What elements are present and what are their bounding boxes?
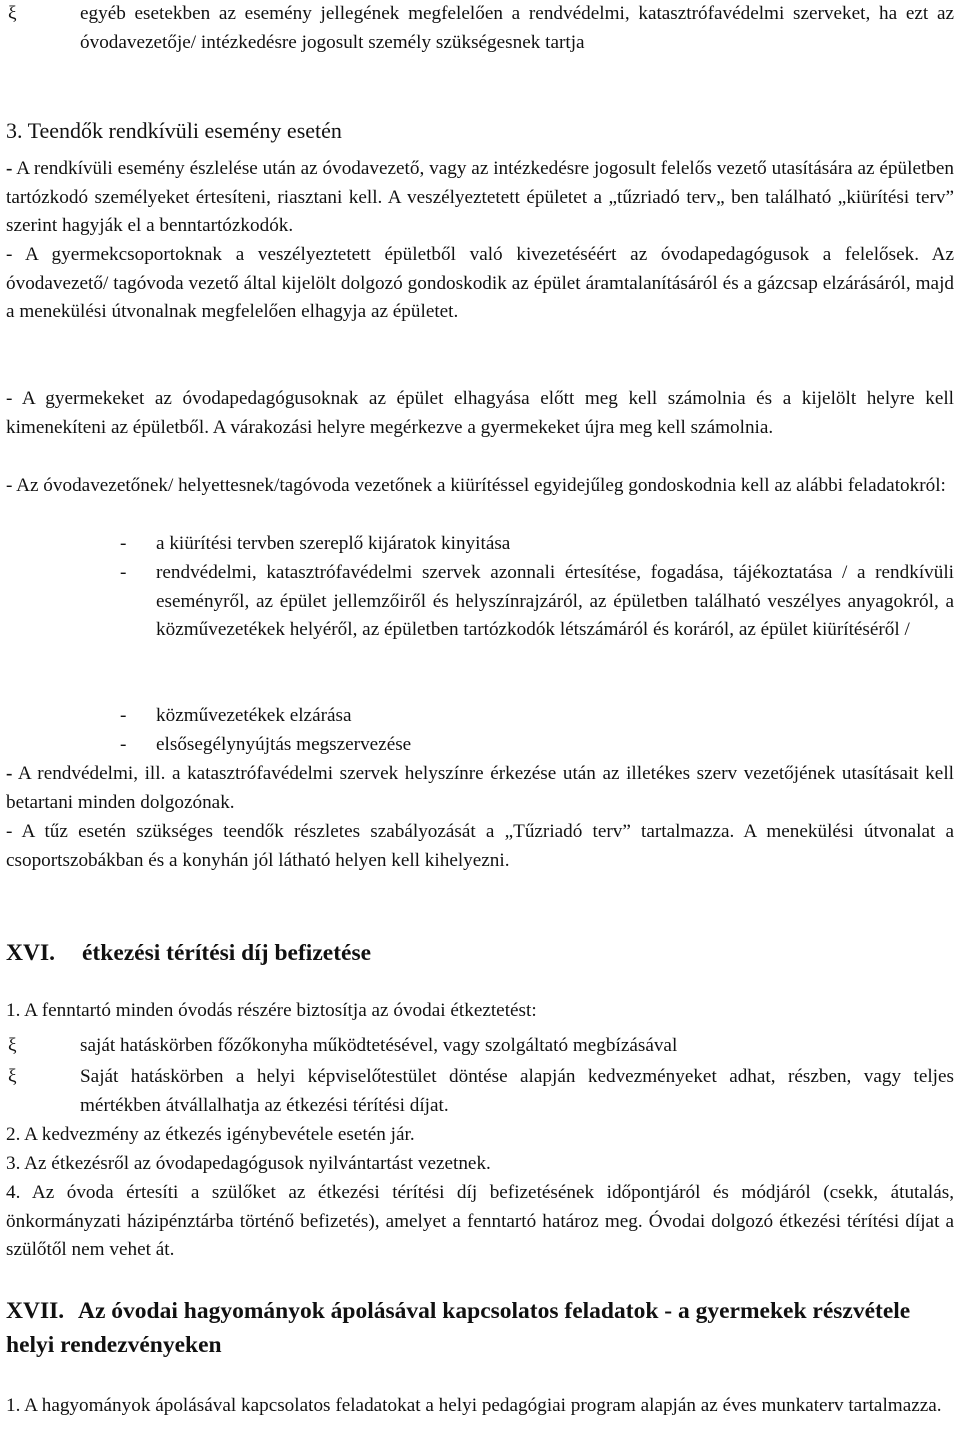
meal-bullet: [8, 1063, 954, 1120]
section-number: XVII.: [6, 1298, 65, 1324]
paragraph-dash: -: [6, 763, 13, 784]
meal-bullet-text: Saját hatáskörben a helyi képviselőtestület döntése alapján kedvezményeket adhat, részben, vagy teljes mértékben átvállalhatja az étkezési térítési díjat.: [80, 1066, 954, 1116]
task-dash: -: [120, 705, 127, 726]
section-3-paragraph-1: [6, 155, 954, 241]
section-16-paragraph-3: 3. Az étkezésről az óvodapedagógusok nyilvántartást vezetnek.: [6, 1153, 491, 1174]
section-title: étkezési térítési díj befizetése: [82, 940, 372, 966]
bullet-symbol: ξ: [8, 1066, 17, 1087]
paragraph-dash: -: [6, 158, 13, 179]
task-item: [120, 559, 954, 645]
paragraph-text: A rendkívüli esemény észlelése után az óvodavezető, vagy az intézkedésre jogosult felelős vezető utasítására az épületben tartózkodó személyeket értesíteni, riasztani kell. A veszélyeztetett épületet a „tűzriadó terv„ ben található „kiürítési terv” szerint hagyják el a benntartózkodók.: [6, 158, 954, 237]
section-3-paragraph-3: - A gyermekeket az óvodapedagógusoknak az épület elhagyása előtt meg kell számolnia és a kijelölt helyre kell kimenekíteni az épületből. A várakozási helyre megérkezve a gyermekeket újra meg kell számolnia.: [6, 388, 954, 438]
section-title: Az óvodai hagyományok ápolásával kapcsolatos feladatok - a gyermekek részvétele helyi rendezvényeken: [6, 1298, 911, 1358]
meal-bullet: [8, 1032, 954, 1061]
section-3-paragraph-2: - A gyermekcsoportoknak a veszélyeztetett épületből való kivezetéséért az óvodapedagógusok a felelősek. Az óvodavezető/ tagóvoda vezető által kijelölt dolgozó gondoskodik az épület áramtalanításáról és a gázcsap elzárásáról, majd a menekülési útvonalnak megfelelően elhagyja az épületet.: [6, 244, 954, 323]
section-17-heading: [6, 1294, 954, 1362]
bullet-symbol: ξ: [8, 3, 17, 24]
section-number: XVI.: [6, 940, 55, 966]
section-16-paragraph-1: 1. A fenntartó minden óvodás részére biztosítja az óvodai étkeztetést:: [6, 1000, 537, 1021]
section-16-paragraph-2: 2. A kedvezmény az étkezés igénybevétele esetén jár.: [6, 1124, 415, 1145]
section-3-paragraph-6: - A tűz esetén szükséges teendők részletes szabályozását a „Tűzriadó terv” tartalmazza. A menekülési útvonalat a csoportszobákban és a konyhán jól látható helyen kell kihelyezni.: [6, 821, 954, 871]
task-text: rendvédelmi, katasztrófavédelmi szervek azonnali értesítése, fogadása, tájékoztatása / a rendkívüli eseményről, az épület jellemzőiről és helyszínrajzáról, az épületben található veszélyes anyagokról, a közművezetékek helyéről, az épületben tartózkodók létszámáról és koráról, az épület kiürítéséről /: [156, 562, 954, 641]
intro-bullet-text: egyéb esetekben az esemény jellegének megfelelően a rendvédelmi, katasztrófavédelmi szerveket, ha ezt az óvodavezetője/ intézkedésre jogosult személy szükségesnek tartja: [80, 3, 954, 53]
meal-bullet-text: saját hatáskörben főzőkonyha működtetésével, vagy szolgáltató megbízásával: [80, 1035, 678, 1056]
section-3-heading: 3. Teendők rendkívüli esemény esetén: [6, 118, 342, 143]
section-16-heading: [6, 936, 954, 970]
intro-bullet: [8, 0, 954, 57]
task-text: a kiürítési tervben szereplő kijáratok kinyitása: [156, 533, 511, 554]
task-dash: -: [120, 734, 127, 755]
task-dash: -: [120, 533, 127, 554]
section-17-paragraph-1: 1. A hagyományok ápolásával kapcsolatos feladatokat a helyi pedagógiai program alapján az éves munkaterv tartalmazza.: [6, 1395, 942, 1416]
bullet-symbol: ξ: [8, 1035, 17, 1056]
task-dash: -: [120, 562, 127, 583]
task-text: közművezetékek elzárása: [156, 705, 352, 726]
section-3-paragraph-5: [6, 760, 954, 817]
task-item: [120, 731, 954, 760]
task-text: elsősegélynyújtás megszervezése: [156, 734, 412, 755]
task-item: [120, 702, 954, 731]
section-16-paragraph-4: 4. Az óvoda értesíti a szülőket az étkezési térítési díj befizetésének időpontjáról és módjáról (csekk, átutalás, önkormányzati házipénztárba történő befizetés), amelyet a fenntartó határoz meg. Óvodai dolgozó étkezési térítési díjat a szülőtől nem vehet át.: [6, 1182, 954, 1261]
task-item: [120, 530, 954, 559]
paragraph-text: A rendvédelmi, ill. a katasztrófavédelmi szervek helyszínre érkezése után az illetékes szerv vezetőjének utasításait kell betartani minden dolgozónak.: [6, 763, 954, 813]
section-3-paragraph-4: - Az óvodavezetőnek/ helyettesnek/tagóvoda vezetőnek a kiürítéssel egyidejűleg gondoskodnia kell az alábbi feladatokról:: [6, 475, 946, 496]
